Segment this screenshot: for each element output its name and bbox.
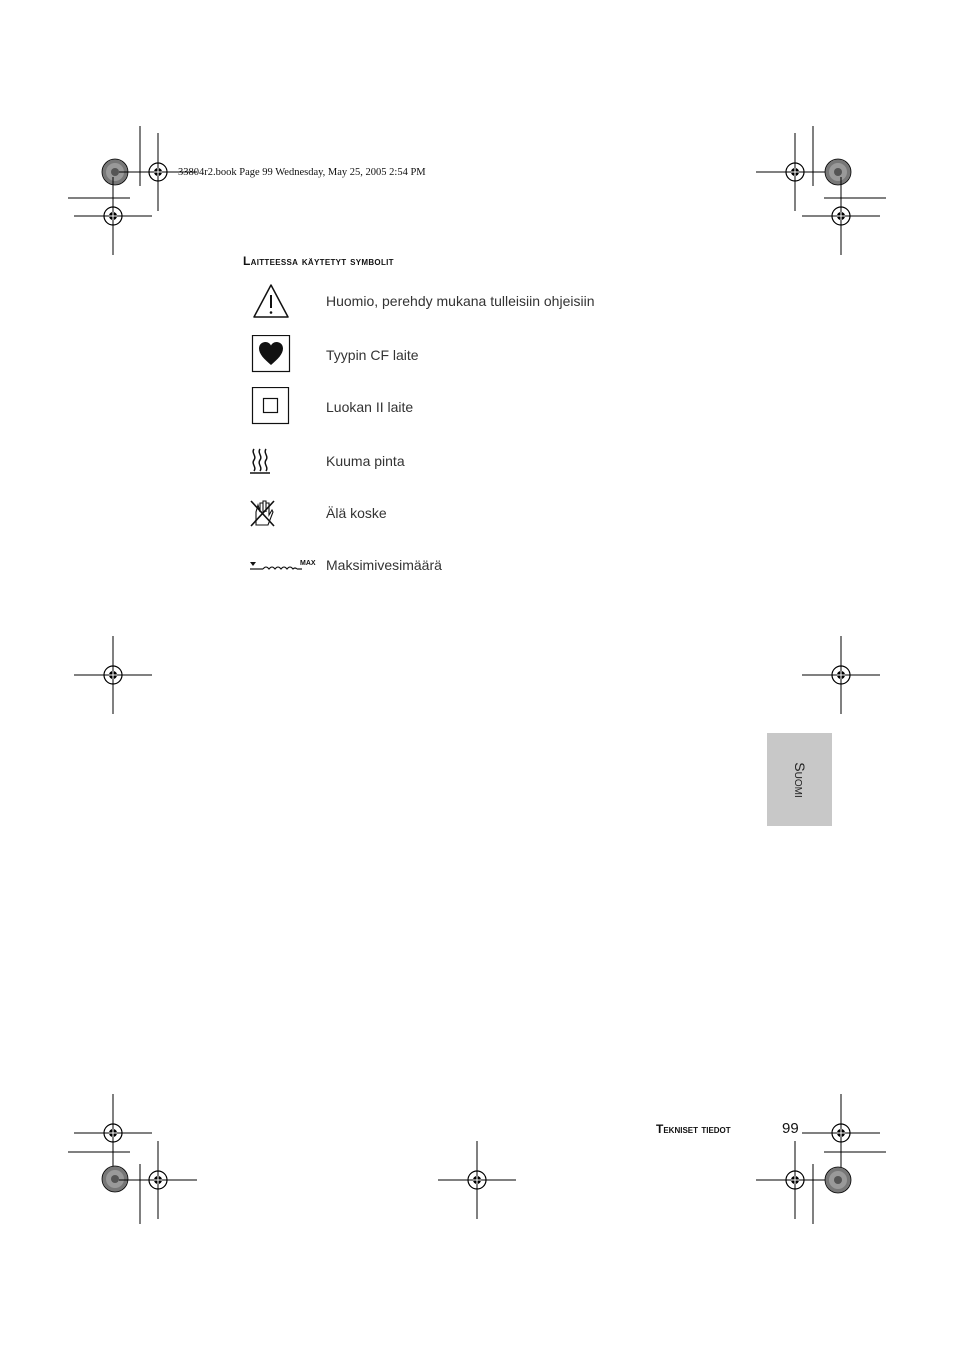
symbol-label: Älä koske <box>326 505 387 521</box>
warning-triangle-icon <box>245 281 317 321</box>
page-number: 99 <box>782 1120 799 1137</box>
symbol-row-cf <box>245 335 665 375</box>
max-label: MAX <box>300 560 316 567</box>
max-water-level-icon <box>245 545 317 585</box>
symbol-row-do-not-touch <box>245 493 665 533</box>
symbol-label: Maksimivesimäärä <box>326 557 442 573</box>
symbol-label: Luokan II laite <box>326 399 414 415</box>
symbol-label: Huomio, perehdy mukana tulleisiin ohjeisiin <box>326 293 595 309</box>
print-info: 33804r2.book Page 99 Wednesday, May 25, 2005 2:54 PM <box>178 167 426 178</box>
symbol-row-max-water <box>245 545 665 585</box>
language-tab-label: Suomi <box>791 761 808 798</box>
footer-section-name: Tekniset tiedot <box>656 1122 731 1136</box>
symbol-row-warning <box>245 281 665 321</box>
double-square-icon <box>245 387 317 427</box>
do-not-touch-icon <box>245 493 317 533</box>
hot-surface-icon <box>245 441 317 481</box>
section-title: Laitteessa käytetyt symbolit <box>243 254 394 268</box>
heart-in-square-icon <box>245 335 317 375</box>
symbol-row-hot-surface <box>245 441 665 481</box>
symbol-row-class-ii <box>245 387 665 427</box>
symbol-label: Kuuma pinta <box>326 453 405 469</box>
symbol-label: Tyypin CF laite <box>326 347 419 363</box>
language-tab <box>767 733 832 826</box>
